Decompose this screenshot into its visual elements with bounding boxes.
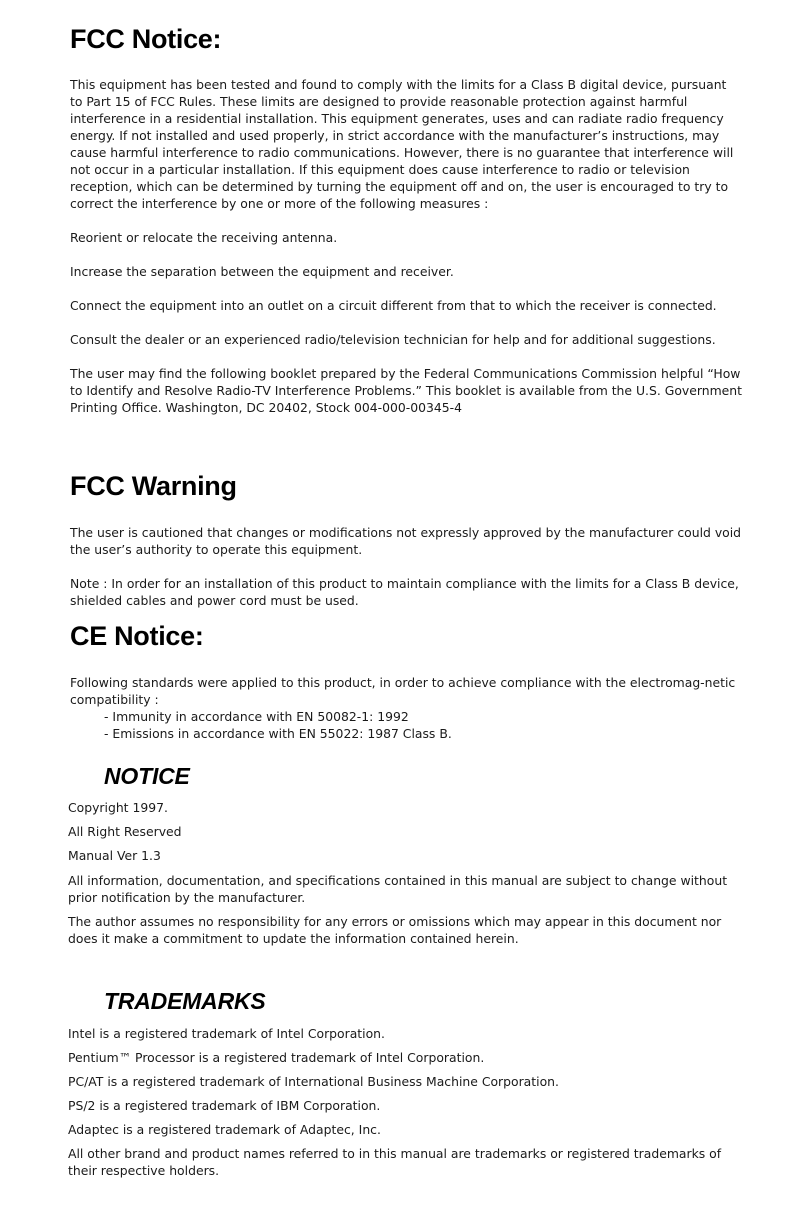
trademark-pcat: PC/AT is a registered trademark of International Business Machine Corporation.: [68, 1074, 559, 1089]
notice-subject-to-change: All information, documentation, and specifications contained in this manual are subject to change without prior notification by the manufacturer.: [68, 873, 728, 905]
ce-notice-heading: CE Notice:: [70, 621, 204, 651]
fcc-warning-note: Note : In order for an installation of this product to maintain compliance with the limits for a Class B device, shielded cables and power cord must be used.: [70, 576, 739, 608]
fcc-warning-heading: FCC Warning: [70, 471, 237, 501]
fcc-measure-3: Connect the equipment into an outlet on a circuit different from that to which the receiver is connected.: [70, 298, 717, 313]
notice-heading: NOTICE: [104, 763, 190, 789]
ce-notice-intro: Following standards were applied to this product, in order to achieve compliance with the electromag-netic compatibility :: [70, 675, 736, 707]
ce-standard-emissions: - Emissions in accordance with EN 55022: 1987 Class B.: [104, 726, 452, 741]
notice-copyright: Copyright 1997.: [68, 800, 168, 815]
fcc-warning-caution: The user is cautioned that changes or modifications not expressly approved by the manufacturer could void the user’s authority to operate this equipment.: [70, 525, 742, 557]
notice-responsibility: The author assumes no responsibility for any errors or omissions which may appear in this document nor does it make a commitment to update the information contained herein.: [68, 914, 722, 946]
trademark-intel: Intel is a registered trademark of Intel Corporation.: [68, 1026, 385, 1041]
trademark-other-brands: All other brand and product names referred to in this manual are trademarks or registered trademarks of their respective holders.: [68, 1146, 722, 1178]
fcc-notice-intro: This equipment has been tested and found to comply with the limits for a Class B digital device, pursuant to Part 15 of FCC Rules. These limits are designed to provide reasonable protection against harmful interference in a residential installation. This equipment generates, uses and can radiate radio frequency energy. If not installed and used properly, in strict accordance with the manufacturer’s instructions, may cause harmful interference to radio communications. However, there is no guarantee that interference will not occur in a particular installation. If this equipment does cause interference to radio or television reception, which can be determined by turning the equipment off and on, the user is encouraged to try to correct the interference by one or more of the following measures :: [70, 77, 734, 211]
notice-rights: All Right Reserved: [68, 824, 182, 839]
fcc-measure-1: Reorient or relocate the receiving antenna.: [70, 230, 338, 245]
fcc-booklet-paragraph: The user may find the following booklet prepared by the Federal Communications Commission helpful “How to Identify and Resolve Radio-TV Interference Problems.” This booklet is available from the U.S. Government Printing Office. Washington, DC 20402, Stock 004-000-00345-4: [70, 366, 742, 415]
trademark-ps2: PS/2 is a registered trademark of IBM Corporation.: [68, 1098, 381, 1113]
fcc-notice-heading: FCC Notice:: [70, 24, 222, 54]
fcc-measure-2: Increase the separation between the equipment and receiver.: [70, 264, 454, 279]
fcc-measure-4: Consult the dealer or an experienced radio/television technician for help and for additional suggestions.: [70, 332, 716, 347]
trademark-pentium: Pentium™ Processor is a registered trademark of Intel Corporation.: [68, 1050, 485, 1065]
trademarks-heading: TRADEMARKS: [104, 988, 266, 1014]
trademark-adaptec: Adaptec is a registered trademark of Adaptec, Inc.: [68, 1122, 381, 1137]
notice-manual-version: Manual Ver 1.3: [68, 848, 161, 863]
ce-standard-immunity: - Immunity in accordance with EN 50082-1: 1992: [104, 709, 409, 724]
